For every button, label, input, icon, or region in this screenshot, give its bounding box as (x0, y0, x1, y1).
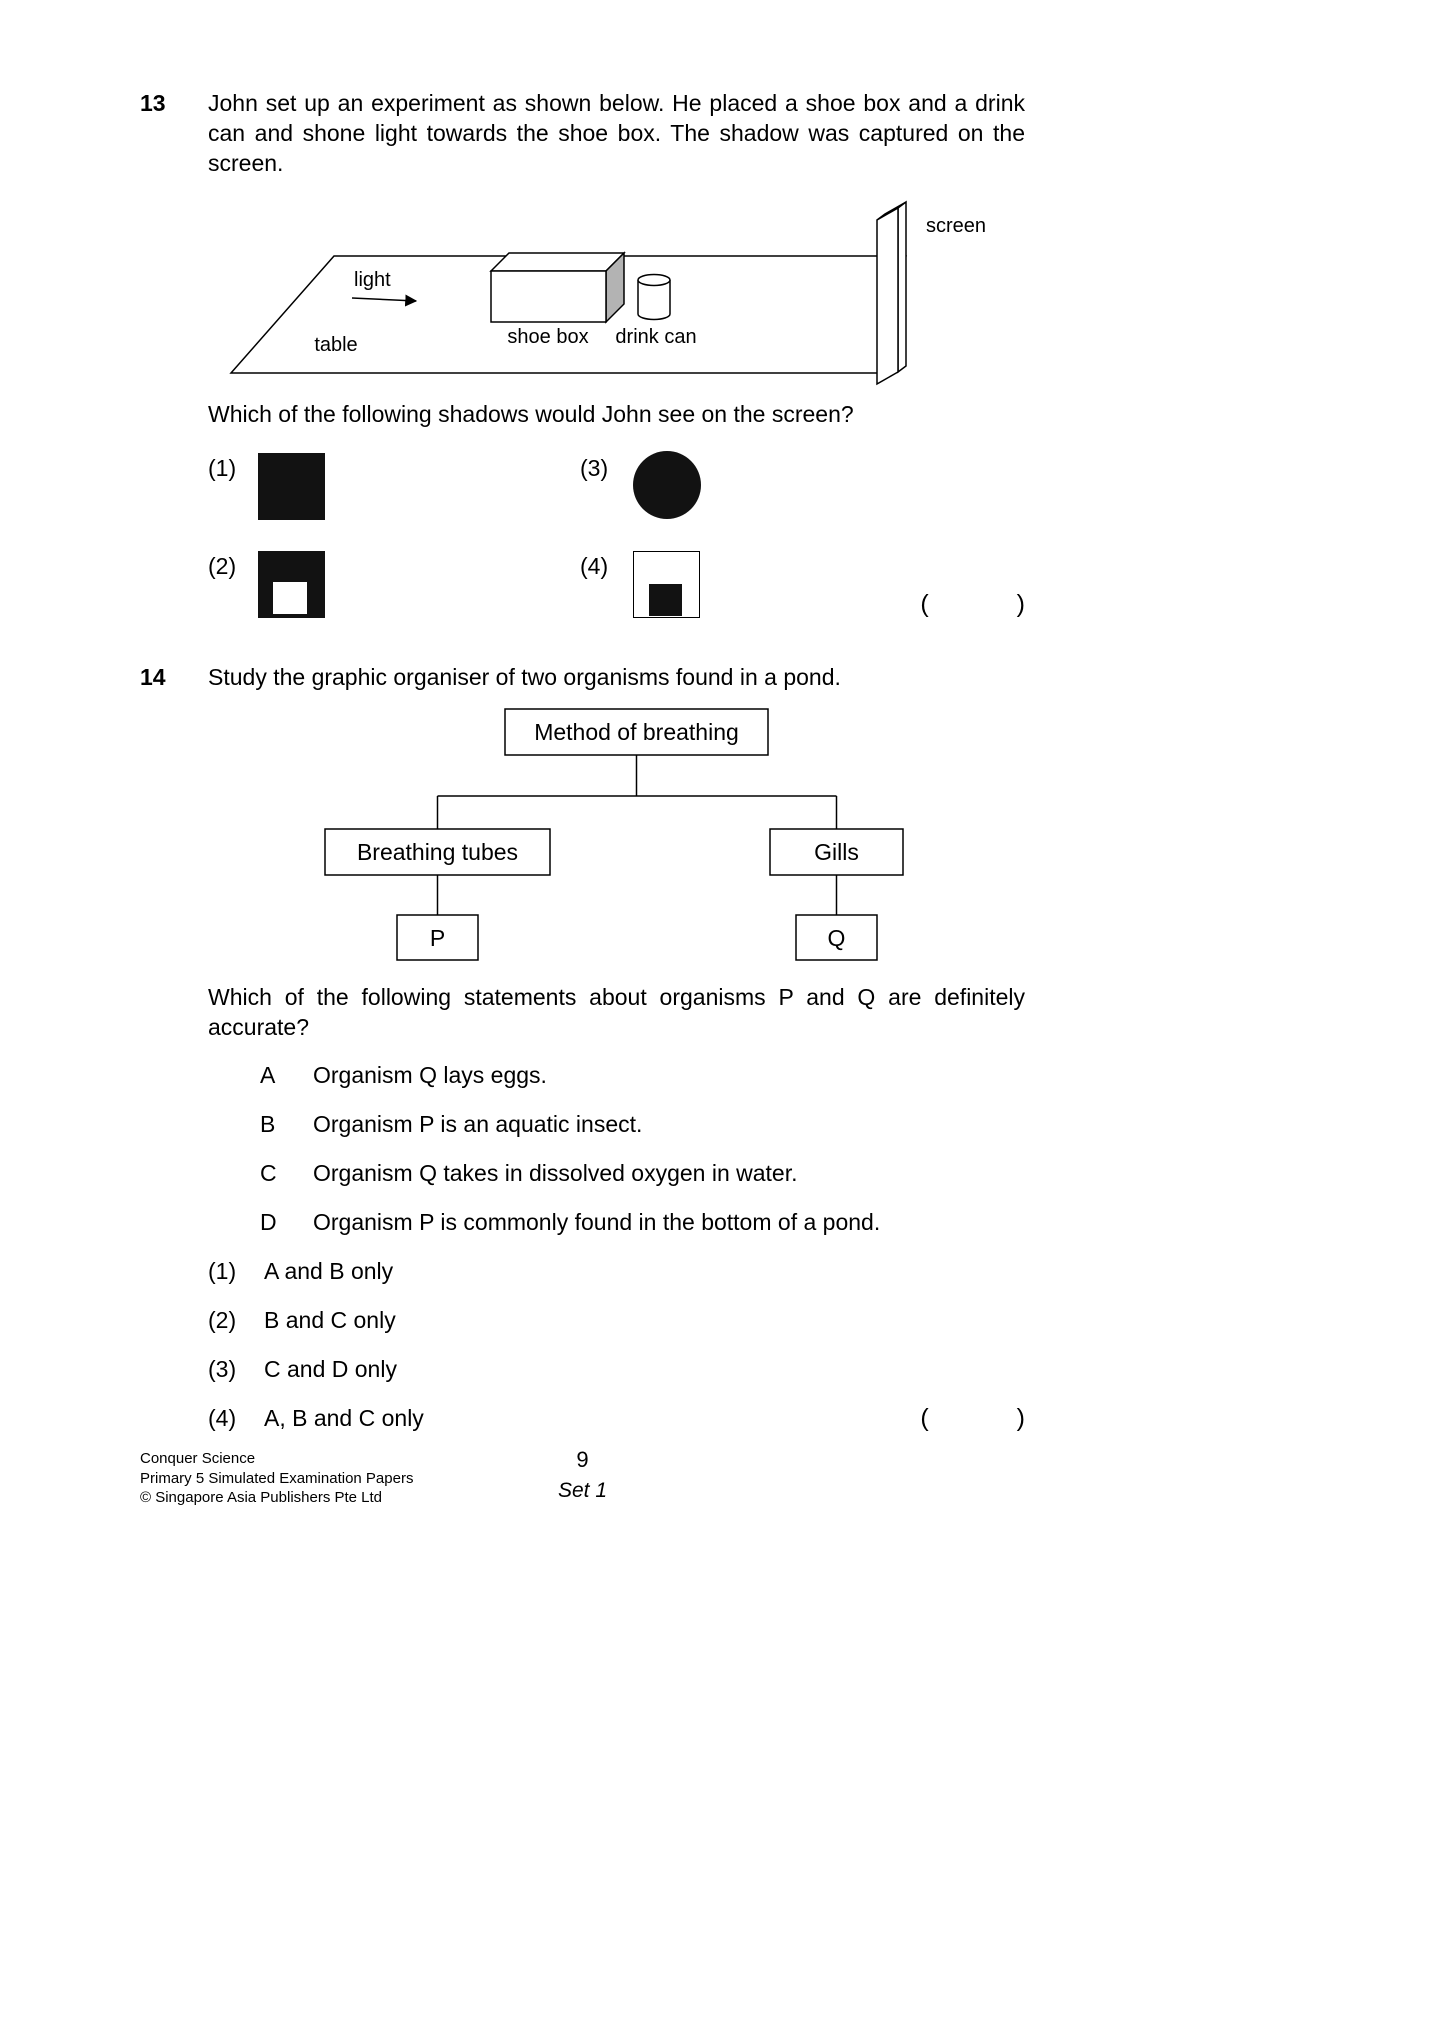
graphic-organiser-diagram (320, 704, 920, 964)
statement-a-text: Organism Q lays eggs. (313, 1062, 547, 1088)
screen-label: screen (926, 215, 987, 237)
statement-d-text: Organism P is commonly found in the bottom of a pond. (313, 1209, 881, 1235)
statement-b-text: Organism P is an aquatic insect. (313, 1111, 643, 1137)
shadow-option-2 (208, 551, 580, 618)
answer-option-2-text: B and C only (264, 1307, 396, 1333)
shadow-options-grid (208, 453, 1025, 618)
page-number-block (140, 1447, 1025, 1503)
question-13-number: 13 (140, 90, 166, 116)
question-14 (140, 662, 1025, 1452)
answer-option-2 (208, 1305, 1025, 1335)
black-square-white-notch-icon (258, 551, 325, 618)
statements-list (208, 1060, 1025, 1237)
answer-option-3-text: C and D only (264, 1356, 397, 1382)
option-3-label: (3) (580, 455, 609, 481)
page-number: 9 (576, 1447, 589, 1472)
organism-p-label: P (429, 925, 446, 951)
question-14-answer-space (920, 1404, 1025, 1432)
answer-option-3-label: (3) (208, 1356, 237, 1382)
option-1-label: (1) (208, 455, 237, 481)
white-notch (273, 582, 307, 614)
answer-option-1-text: A and B only (264, 1258, 394, 1284)
question-14-prompt: Study the graphic organiser of two organisms found in a pond. (208, 664, 841, 690)
shadow-option-4 (580, 551, 1025, 618)
question-14-body (208, 662, 1025, 1452)
set-label: Set 1 (557, 1479, 608, 1502)
shoe-box-front-face (491, 271, 606, 322)
statement-a-letter: A (260, 1062, 276, 1088)
question-14-number: 14 (140, 664, 166, 690)
gills-label: Gills (814, 839, 859, 865)
open-paren: ( (920, 590, 929, 618)
screen-side-face (898, 202, 906, 372)
answer-option-4-text: A, B and C only (264, 1405, 424, 1431)
statement-d (260, 1207, 1025, 1237)
statement-d-letter: D (260, 1209, 277, 1235)
question-13-answer-space (920, 590, 1025, 618)
statement-a (260, 1060, 1025, 1090)
publisher-line-2: Primary 5 Simulated Examination Papers (140, 1469, 414, 1487)
statement-b (260, 1109, 1025, 1139)
answer-option-1-label: (1) (208, 1258, 237, 1284)
open-paren: ( (920, 1404, 929, 1432)
screen-front-face (877, 208, 898, 384)
answer-option-4-label: (4) (208, 1405, 237, 1431)
solid-black-square-icon (258, 453, 325, 520)
option-2-label: (2) (208, 553, 237, 579)
question-14-question: Which of the following statements about organisms P and Q are definitely accurate? (208, 984, 1025, 1040)
page-content (140, 88, 1025, 1452)
statement-c-letter: C (260, 1160, 277, 1186)
shadow-option-1 (208, 453, 580, 520)
answer-option-1 (208, 1256, 1025, 1286)
solid-black-circle-icon (633, 451, 701, 519)
question-13 (140, 88, 1025, 618)
table-label: table (314, 334, 358, 356)
statement-c-text: Organism Q takes in dissolved oxygen in water. (313, 1160, 798, 1186)
question-13-prompt: John set up an experiment as shown below. He placed a shoe box and a drink can and shone light towards the shoe box. The shadow was captured on the screen. (208, 90, 1025, 176)
question-13-body (208, 88, 1025, 618)
publisher-line-1: Conquer Science (140, 1450, 256, 1467)
statement-c (260, 1158, 1025, 1188)
breathing-tubes-label: Breathing tubes (356, 839, 519, 865)
statement-b-letter: B (260, 1111, 276, 1137)
light-label: light (354, 269, 391, 291)
answer-option-3 (208, 1354, 1025, 1384)
outlined-square-small-black-square-icon (633, 551, 700, 618)
shadow-option-3 (580, 453, 1025, 520)
drink-can-label: drink can (615, 326, 697, 348)
answer-option-4 (208, 1403, 1025, 1433)
answer-option-2-label: (2) (208, 1307, 237, 1333)
experiment-diagram (226, 184, 1006, 389)
drink-can-top (638, 275, 670, 286)
question-13-question: Which of the following shadows would John see on the screen? (208, 401, 854, 427)
close-paren: ) (1016, 590, 1025, 618)
small-black-square (649, 584, 682, 616)
root-box-label: Method of breathing (534, 719, 739, 745)
shoe-box-label: shoe box (507, 326, 589, 348)
answer-options-list (208, 1256, 1025, 1433)
page-footer (140, 1447, 1025, 1517)
publisher-line-3: © Singapore Asia Publishers Pte Ltd (140, 1489, 383, 1506)
option-4-label: (4) (580, 553, 609, 579)
close-paren: ) (1016, 1404, 1025, 1432)
shoe-box-top-face (491, 253, 624, 271)
organism-q-label: Q (827, 925, 846, 951)
